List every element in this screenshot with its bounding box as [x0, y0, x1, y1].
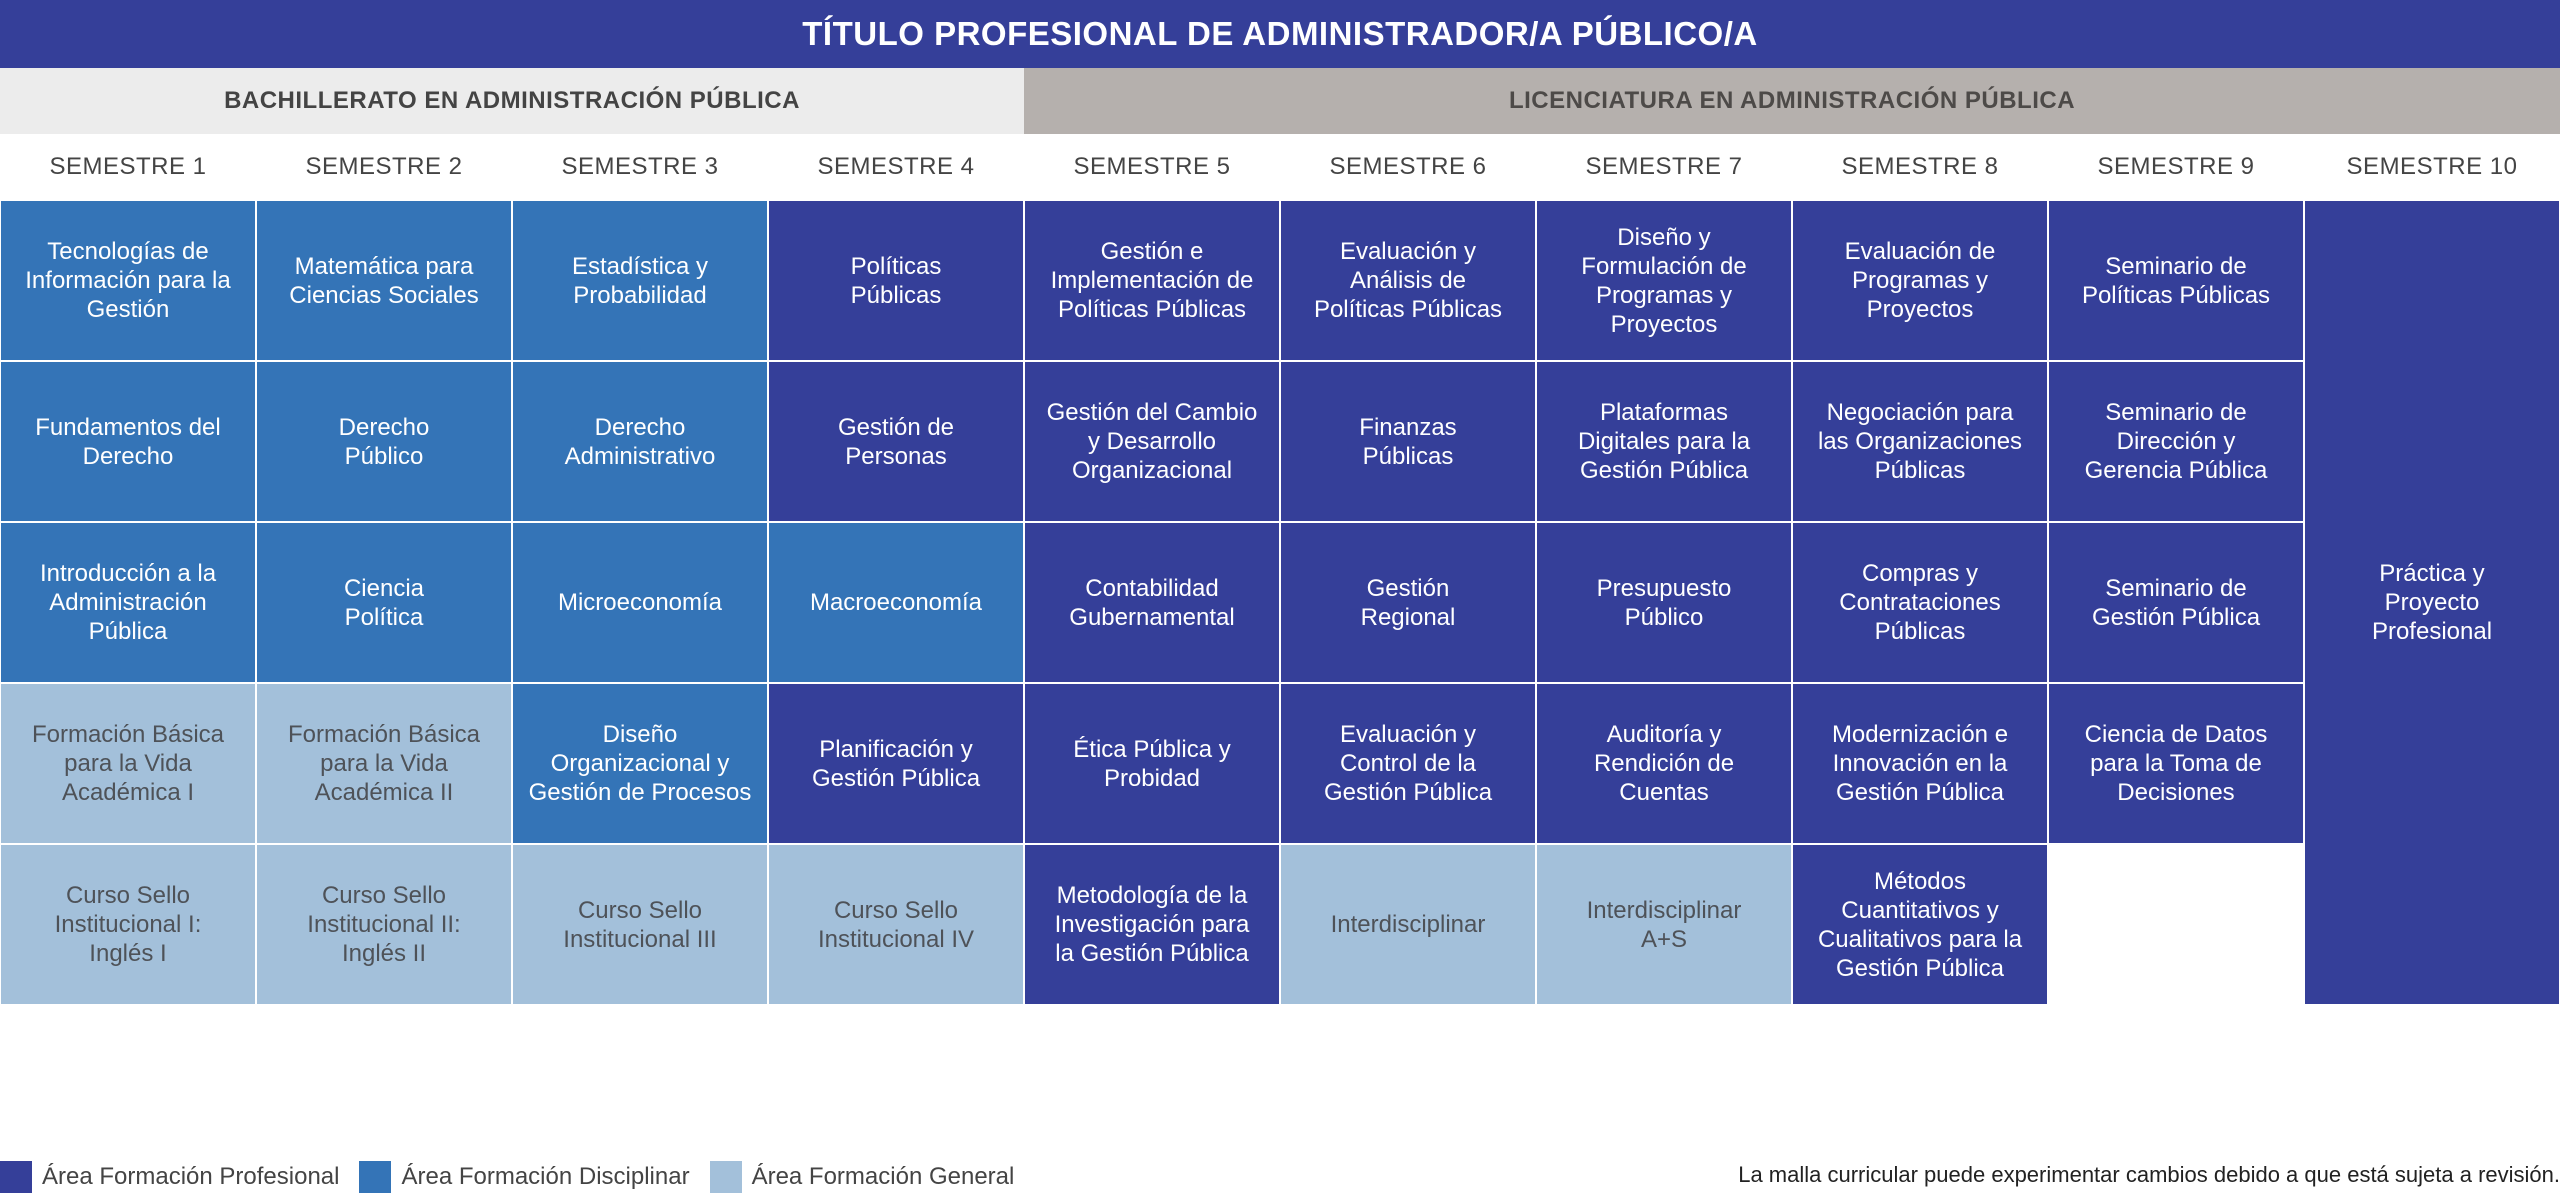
- course-cell: [1792, 361, 2048, 522]
- course-name: Gestión de Personas: [837, 413, 955, 470]
- course-name: Curso Sello Institucional III: [563, 896, 717, 953]
- legend-swatch-disciplinar: [359, 1161, 391, 1193]
- course-cell: [1792, 200, 2048, 361]
- semester-header: SEMESTRE 9: [2097, 153, 2255, 180]
- course-name: Ética Pública y Probidad: [1073, 735, 1231, 792]
- course-cell: [256, 361, 512, 522]
- degree-header-licenciatura: LICENCIATURA EN ADMINISTRACIÓN PÚBLICA: [1024, 68, 2560, 134]
- course-name: Curso Sello Institucional I: Inglés I: [54, 882, 202, 967]
- semester-header-row: [0, 134, 2560, 200]
- course-name: Seminario de Dirección y Gerencia Pública: [2084, 399, 2268, 484]
- degree-header-bachillerato: BACHILLERATO EN ADMINISTRACIÓN PÚBLICA: [0, 68, 1024, 134]
- course-cell: [512, 361, 768, 522]
- curriculum-grid: [0, 200, 2560, 1005]
- course-cell: [768, 522, 1024, 683]
- semester-header: SEMESTRE 8: [1841, 153, 1999, 180]
- page-title: TÍTULO PROFESIONAL DE ADMINISTRADOR/A PÚBLICO/A: [0, 0, 2560, 68]
- course-name: Macroeconomía: [809, 589, 983, 616]
- semester-header: SEMESTRE 6: [1329, 153, 1487, 180]
- course-cell: [2048, 683, 2304, 844]
- course-name: Plataformas Digitales para la Gestión Pública: [1577, 399, 1751, 484]
- course-name: Contabilidad Gubernamental: [1069, 574, 1235, 631]
- course-cell: [0, 361, 256, 522]
- semester-header: SEMESTRE 3: [561, 153, 719, 180]
- course-cell: [2304, 200, 2560, 1005]
- course-name: Práctica y Proyecto Profesional: [2371, 560, 2493, 645]
- course-name: Formación Básica para la Vida Académica II: [287, 721, 481, 806]
- course-name: Gestión del Cambio y Desarrollo Organizacional: [1046, 399, 1258, 484]
- course-name: Evaluación y Control de la Gestión Pública: [1323, 721, 1493, 806]
- course-cell: [0, 844, 256, 1005]
- course-name: Derecho Administrativo: [564, 413, 716, 470]
- course-cell: [0, 522, 256, 683]
- course-name: Gestión e Implementación de Políticas Públicas: [1050, 238, 1254, 323]
- course-cell: [1536, 361, 1792, 522]
- course-cell: [512, 200, 768, 361]
- semester-header: SEMESTRE 4: [817, 153, 975, 180]
- semester-header: SEMESTRE 2: [305, 153, 463, 180]
- course-name: Auditoría y Rendición de Cuentas: [1593, 721, 1735, 806]
- course-cell: [2048, 522, 2304, 683]
- course-name: Finanzas Públicas: [1359, 413, 1457, 470]
- course-cell: [2048, 200, 2304, 361]
- course-name: Ciencia de Datos para la Toma de Decisiones: [2084, 721, 2268, 806]
- legend-label: Área Formación Disciplinar: [401, 1163, 690, 1190]
- course-cell: [1280, 844, 1536, 1005]
- course-name: Gestión Regional: [1360, 574, 1456, 631]
- course-name: Interdisciplinar: [1330, 911, 1486, 938]
- course-cell: [1024, 844, 1280, 1005]
- course-cell: [1792, 844, 2048, 1005]
- course-cell: [1024, 683, 1280, 844]
- course-name: Métodos Cuantitativos y Cualitativos para la Gestión Pública: [1817, 867, 2023, 982]
- course-cell: [768, 683, 1024, 844]
- semester-header: SEMESTRE 7: [1585, 153, 1743, 180]
- course-name: Diseño Organizacional y Gestión de Procesos: [528, 721, 752, 806]
- course-cell: [1024, 522, 1280, 683]
- legend-item: [710, 1161, 1015, 1193]
- course-name: Modernización e Innovación en la Gestión Pública: [1831, 721, 2009, 806]
- course-name: Tecnologías de Información para la Gestión: [25, 238, 231, 323]
- course-name: Interdisciplinar A+S: [1586, 896, 1742, 953]
- course-name: Matemática para Ciencias Sociales: [289, 252, 479, 309]
- legend-item: [359, 1161, 689, 1193]
- course-cell: [768, 361, 1024, 522]
- course-cell: [1280, 200, 1536, 361]
- course-cell: [1280, 683, 1536, 844]
- course-cell: [0, 200, 256, 361]
- course-name: Ciencia Política: [343, 574, 425, 631]
- semester-header: SEMESTRE 1: [49, 153, 207, 180]
- course-name: Formación Básica para la Vida Académica I: [31, 721, 225, 806]
- course-cell: [1792, 683, 2048, 844]
- course-name: Curso Sello Institucional II: Inglés II: [307, 882, 461, 967]
- course-cell: [1536, 844, 1792, 1005]
- course-name: Microeconomía: [557, 589, 723, 616]
- legend: [0, 1160, 1034, 1194]
- course-name: Compras y Contrataciones Públicas: [1839, 560, 2001, 645]
- course-name: Diseño y Formulación de Programas y Proyectos: [1581, 223, 1747, 338]
- course-name: Seminario de Políticas Públicas: [2081, 252, 2271, 309]
- course-cell: [1024, 361, 1280, 522]
- course-name: Presupuesto Público: [1596, 574, 1732, 631]
- course-name: Introducción a la Administración Pública: [39, 560, 217, 645]
- course-name: Derecho Público: [338, 413, 430, 470]
- legend-label: Área Formación Profesional: [42, 1163, 340, 1190]
- course-cell: [1792, 522, 2048, 683]
- course-name: Curso Sello Institucional IV: [817, 896, 975, 953]
- course-name: Estadística y Probabilidad: [571, 252, 709, 309]
- course-name: Evaluación y Análisis de Políticas Públicas: [1313, 238, 1503, 323]
- course-cell: [0, 683, 256, 844]
- course-cell: [256, 522, 512, 683]
- course-cell: [512, 683, 768, 844]
- semester-header: SEMESTRE 5: [1073, 153, 1231, 180]
- course-name: Fundamentos del Derecho: [35, 413, 221, 470]
- course-cell: [1536, 200, 1792, 361]
- course-name: Evaluación de Programas y Proyectos: [1844, 238, 1996, 323]
- course-cell: [1536, 522, 1792, 683]
- course-name: Seminario de Gestión Pública: [2091, 574, 2261, 631]
- course-cell: [1280, 522, 1536, 683]
- course-cell: [1536, 683, 1792, 844]
- course-name: Negociación para las Organizaciones Públicas: [1817, 399, 2023, 484]
- semester-header: SEMESTRE 10: [2346, 153, 2518, 180]
- legend-label: Área Formación General: [751, 1163, 1015, 1190]
- legend-swatch-profesional: [0, 1161, 32, 1193]
- course-cell: [256, 844, 512, 1005]
- course-cell: [256, 200, 512, 361]
- course-cell: [768, 200, 1024, 361]
- course-name: Metodología de la Investigación para la Gestión Pública: [1054, 882, 1250, 967]
- course-cell: [1024, 200, 1280, 361]
- course-cell: [2048, 361, 2304, 522]
- course-cell: [768, 844, 1024, 1005]
- course-name: Políticas Públicas: [850, 252, 942, 309]
- course-cell: [512, 522, 768, 683]
- disclaimer-note: La malla curricular puede experimentar cambios debido a que está sujeta a revisión.: [1738, 1162, 2560, 1187]
- legend-item: [0, 1161, 339, 1193]
- course-cell: [512, 844, 768, 1005]
- course-name: Planificación y Gestión Pública: [811, 735, 981, 792]
- course-cell: [1280, 361, 1536, 522]
- course-cell: [256, 683, 512, 844]
- legend-swatch-general: [710, 1161, 742, 1193]
